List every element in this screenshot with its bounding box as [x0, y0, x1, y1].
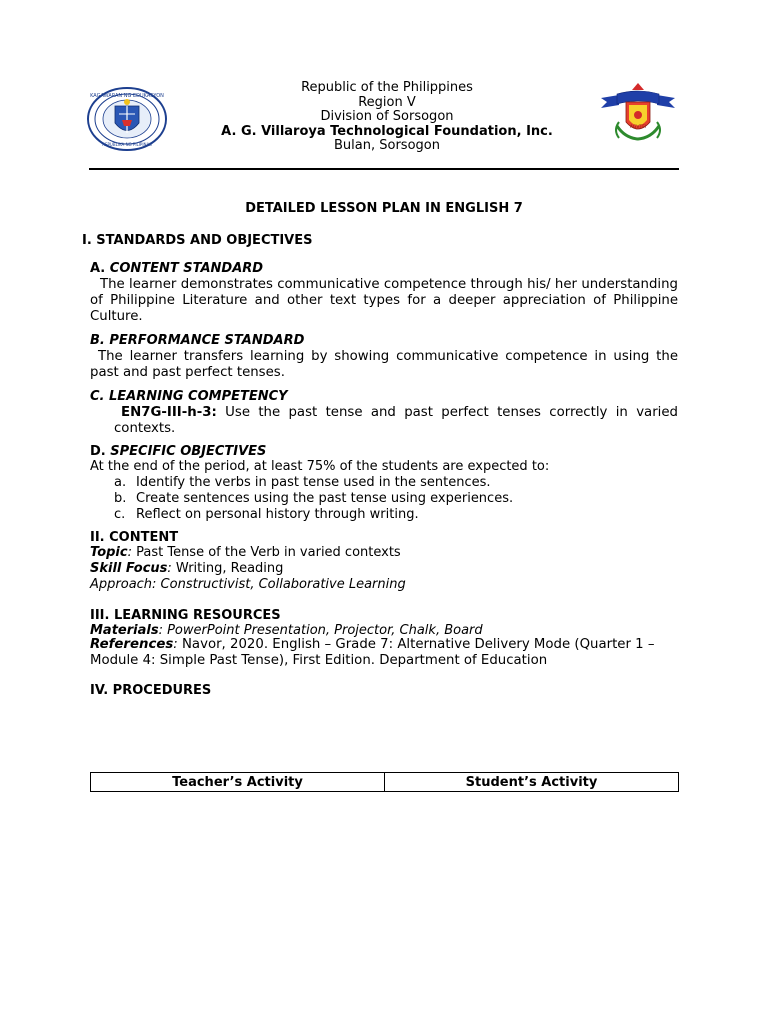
header-school-name: A. G. Villaroya Technological Foundation, Inc.: [221, 123, 553, 139]
document-title: DETAILED LESSON PLAN IN ENGLISH 7: [245, 201, 523, 216]
objective-text: Create sentences using the past tense using experiences.: [136, 491, 514, 506]
section-2-heading: II. CONTENT: [90, 530, 179, 545]
school-seal-logo: [599, 80, 677, 150]
objective-item: b.: [114, 491, 127, 506]
seal-top-text: KAGAWARAN NG EDUKASYON: [90, 93, 164, 99]
activity-table-header-row: [91, 773, 679, 792]
activity-table: [90, 772, 679, 792]
content-standard-text: The learner demonstrates communicative competence through his/ her understanding of Philippine Literature and other text types for a deeper appreciation of Philippine Culture.: [90, 277, 678, 324]
objective-text: Reflect on personal history through writing.: [136, 507, 419, 522]
school-seal-text: AGVTFI: [629, 125, 647, 130]
specific-objectives-heading: D. SPECIFIC OBJECTIVES: [90, 444, 267, 459]
header-line-division: Division of Sorsogon: [320, 109, 454, 124]
deped-seal-logo: [86, 86, 168, 152]
references-line: References: Navor, 2020. English – Grade 7: Alternative Delivery Mode (Quarter 1 – Module 4: Simple Past Tense), First Edition. Department of Education: [90, 637, 655, 668]
materials-line: Materials: PowerPoint Presentation, Projector, Chalk, Board: [90, 623, 483, 638]
topic-line: Topic: Past Tense of the Verb in varied contexts: [90, 545, 401, 560]
performance-standard-text: The learner transfers learning by showing communicative competence in using the past and past perfect tenses.: [90, 349, 678, 380]
performance-standard-heading: B. PERFORMANCE STANDARD: [90, 333, 305, 348]
header-line-region: Region V: [358, 94, 416, 110]
header-line-republic: Republic of the Philippines: [301, 80, 473, 95]
seal-bottom-text: REPUBLIKA NG PILIPINAS: [102, 142, 152, 147]
objective-text: Identify the verbs in past tense used in the sentences.: [136, 475, 491, 490]
objective-item: a.: [114, 475, 127, 490]
objective-item: c.: [114, 507, 126, 522]
header-address: Bulan, Sorsogon: [334, 138, 440, 153]
learning-competency-heading: C. LEARNING COMPETENCY: [90, 389, 288, 404]
skill-focus-line: Skill Focus: Writing, Reading: [90, 561, 284, 576]
approach-line: Approach: Constructivist, Collaborative Learning: [90, 577, 406, 592]
objectives-intro: At the end of the period, at least 75% of the students are expected to:: [90, 459, 550, 474]
section-1-heading: I. STANDARDS AND OBJECTIVES: [82, 233, 313, 248]
letterhead: [200, 81, 574, 154]
section-3-heading: III. LEARNING RESOURCES: [90, 608, 281, 623]
section-4-heading: IV. PROCEDURES: [90, 683, 212, 698]
header-divider: [89, 168, 679, 170]
competency-code: EN7G-III-h-3:: [121, 405, 217, 420]
teacher-activity-header: Teacher’s Activity: [91, 773, 385, 792]
competency-description: Use the past tense and past perfect tenses correctly in varied contexts.: [114, 405, 678, 436]
learning-competency-text: [114, 405, 678, 437]
content-standard-heading: A. CONTENT STANDARD: [90, 261, 264, 276]
student-activity-header: Student’s Activity: [385, 773, 679, 792]
